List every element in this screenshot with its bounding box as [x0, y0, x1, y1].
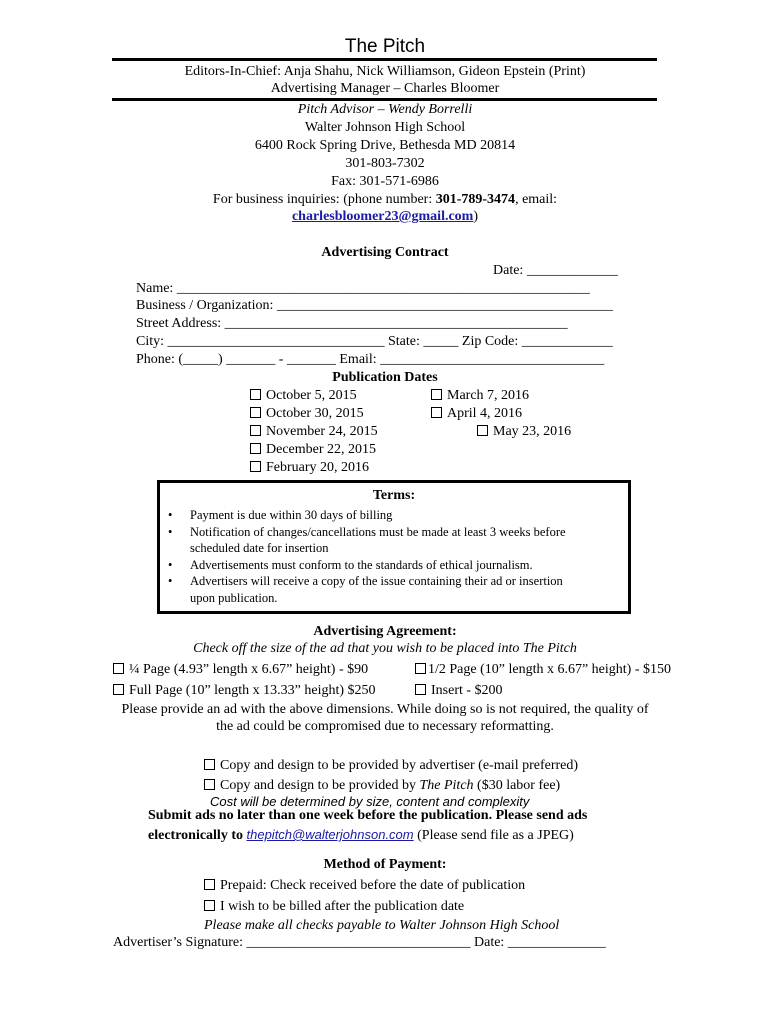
- school-address: 6400 Rock Spring Drive, Bethesda MD 20814: [254, 138, 516, 153]
- ad-manager-line: Advertising Manager – Charles Bloomer: [270, 81, 500, 96]
- contract-heading: Advertising Contract: [321, 245, 449, 260]
- checkbox-icon[interactable]: [477, 425, 488, 436]
- dimensions-note-1: Please provide an ad with the above dimensions. While doing so is not required, the quality of: [121, 702, 649, 717]
- date-option[interactable]: [477, 424, 571, 440]
- design-option-label: Copy and design to be provided by advertiser (e-mail preferred): [220, 758, 579, 773]
- payment-option-billed[interactable]: [204, 899, 464, 915]
- bullet-icon: •: [168, 574, 173, 588]
- checkbox-icon[interactable]: [250, 389, 261, 400]
- terms-item-continued: [190, 590, 566, 607]
- terms-item-text: upon publication.: [190, 590, 278, 605]
- terms-list: [168, 507, 566, 606]
- submit-prefix: electronically to: [148, 828, 247, 843]
- size-option-label: Insert - $200: [431, 683, 503, 698]
- checkbox-icon[interactable]: [250, 425, 261, 436]
- date-option[interactable]: [250, 442, 376, 458]
- advisor-line: Pitch Advisor – Wendy Borrelli: [297, 102, 473, 117]
- checkbox-icon[interactable]: [204, 759, 215, 770]
- school-fax: Fax: 301-571-6986: [331, 174, 439, 189]
- date-field[interactable]: Date: _____________: [493, 263, 618, 278]
- checkbox-icon[interactable]: [204, 779, 215, 790]
- submit-email-link[interactable]: thepitch@walterjohnson.com: [246, 827, 414, 842]
- editors-line: Editors-In-Chief: Anja Shahu, Nick Williamson, Gideon Epstein (Print): [184, 64, 586, 79]
- payment-heading: Method of Payment:: [323, 857, 447, 872]
- size-option-quarter[interactable]: [113, 662, 368, 678]
- terms-item: [168, 557, 566, 574]
- payment-option-label: Prepaid: Check received before the date of publication: [220, 878, 526, 893]
- date-option[interactable]: [250, 388, 357, 404]
- terms-item: [168, 573, 566, 590]
- checkbox-icon[interactable]: [431, 389, 442, 400]
- cost-note: Cost will be determined by size, content and complexity: [210, 794, 530, 809]
- payable-note: Please make all checks payable to Walter Johnson High School: [204, 918, 560, 933]
- inquiries-phone: 301-789-3474: [435, 192, 516, 207]
- date-option[interactable]: [250, 460, 369, 476]
- terms-item-text: Notification of changes/cancellations must be made at least 3 weeks before: [190, 524, 566, 539]
- design-option-advertiser[interactable]: [204, 758, 578, 774]
- checkbox-icon[interactable]: [415, 684, 426, 695]
- inquiries-prefix: For business inquiries: (phone number:: [212, 192, 436, 207]
- date-option-label: December 22, 2015: [266, 442, 377, 457]
- terms-box: [157, 480, 631, 614]
- signature-line[interactable]: Advertiser’s Signature: ________________________________ Date: ______________: [113, 935, 606, 950]
- school-phone: 301-803-7302: [345, 156, 425, 171]
- terms-item: [168, 524, 566, 541]
- size-option-label: 1/2 Page (10” length x 6.67” height) - $150: [428, 662, 672, 677]
- terms-item-text: Payment is due within 30 days of billing: [190, 508, 393, 522]
- date-option-label: October 30, 2015: [266, 406, 364, 421]
- date-option[interactable]: [431, 388, 529, 404]
- checkbox-icon[interactable]: [250, 461, 261, 472]
- terms-item-text: Advertisers will receive a copy of the issue containing their ad or insertion: [190, 574, 563, 588]
- submit-instruction-1: Submit ads no later than one week before the publication. Please send ads: [148, 808, 588, 823]
- bullet-icon: •: [168, 524, 173, 539]
- payment-option-label: I wish to be billed after the publication date: [220, 899, 465, 914]
- bullet-icon: •: [168, 508, 173, 522]
- terms-heading: Terms:: [372, 488, 416, 503]
- checkbox-icon[interactable]: [113, 663, 124, 674]
- size-option-label: Full Page (10” length x 13.33” height) $250: [129, 683, 376, 698]
- inquiries-mid: , email:: [515, 192, 558, 207]
- title-rule: [112, 58, 657, 61]
- business-field[interactable]: Business / Organization: ________________________________________________: [136, 298, 613, 313]
- submit-suffix: (Please send file as a JPEG): [413, 828, 574, 843]
- date-option-label: November 24, 2015: [266, 424, 378, 439]
- header-rule: [112, 98, 657, 101]
- agreement-instruction: Check off the size of the ad that you wish to be placed into The Pitch: [193, 641, 577, 656]
- size-option-label: ¼ Page (4.93” length x 6.67” height) - $90: [129, 662, 369, 677]
- date-option[interactable]: [431, 406, 522, 422]
- date-option[interactable]: [250, 406, 364, 422]
- name-field[interactable]: Name: ___________________________________________________________: [136, 281, 590, 296]
- checkbox-icon[interactable]: [431, 407, 442, 418]
- payment-option-prepaid[interactable]: [204, 878, 525, 894]
- checkbox-icon[interactable]: [113, 684, 124, 695]
- inquiries-email-line: [0, 209, 770, 225]
- date-option-label: October 5, 2015: [266, 388, 357, 403]
- agreement-heading: Advertising Agreement:: [313, 624, 457, 639]
- checkbox-icon[interactable]: [250, 443, 261, 454]
- inquiries-close: ): [473, 209, 479, 224]
- date-option-label: March 7, 2016: [447, 388, 530, 403]
- design-option-label: Copy and design to be provided by: [220, 778, 420, 793]
- date-option-label: May 23, 2016: [493, 424, 572, 439]
- design-option-fee: ($30 labor fee): [473, 778, 561, 793]
- date-option-label: April 4, 2016: [447, 406, 523, 421]
- page-title: The Pitch: [344, 36, 426, 57]
- size-option-half[interactable]: [415, 662, 671, 678]
- inquiries-email-link[interactable]: charlesbloomer23@gmail.com: [291, 209, 474, 224]
- school-name: Walter Johnson High School: [304, 120, 466, 135]
- checkbox-icon[interactable]: [204, 879, 215, 890]
- date-option[interactable]: [250, 424, 378, 440]
- bullet-icon: •: [168, 557, 173, 572]
- design-option-pitch-name: The Pitch: [419, 778, 474, 793]
- phone-email-field[interactable]: Phone: (_____) _______ - _______ Email: ________________________________: [136, 352, 605, 367]
- size-option-full[interactable]: [113, 683, 376, 699]
- design-option-pitch[interactable]: [204, 778, 560, 794]
- terms-item-text: Advertisements must conform to the standards of ethical journalism.: [190, 557, 533, 572]
- terms-item-text: scheduled date for insertion: [190, 541, 329, 555]
- checkbox-icon[interactable]: [250, 407, 261, 418]
- terms-item-continued: [190, 540, 566, 557]
- size-option-insert[interactable]: [415, 683, 503, 699]
- date-option-label: February 20, 2016: [266, 460, 370, 475]
- checkbox-icon[interactable]: [415, 663, 426, 674]
- city-state-zip-field[interactable]: City: _______________________________ State: _____ Zip Code: _____________: [136, 334, 613, 349]
- publication-dates-heading: Publication Dates: [332, 370, 438, 385]
- dimensions-note-2: the ad could be compromised due to necessary reformatting.: [216, 719, 554, 734]
- street-address-field[interactable]: Street Address: _________________________________________________: [136, 316, 568, 331]
- business-inquiries: [0, 192, 770, 208]
- checkbox-icon[interactable]: [204, 900, 215, 911]
- submit-instruction-2: [148, 827, 574, 844]
- terms-item: [168, 507, 566, 524]
